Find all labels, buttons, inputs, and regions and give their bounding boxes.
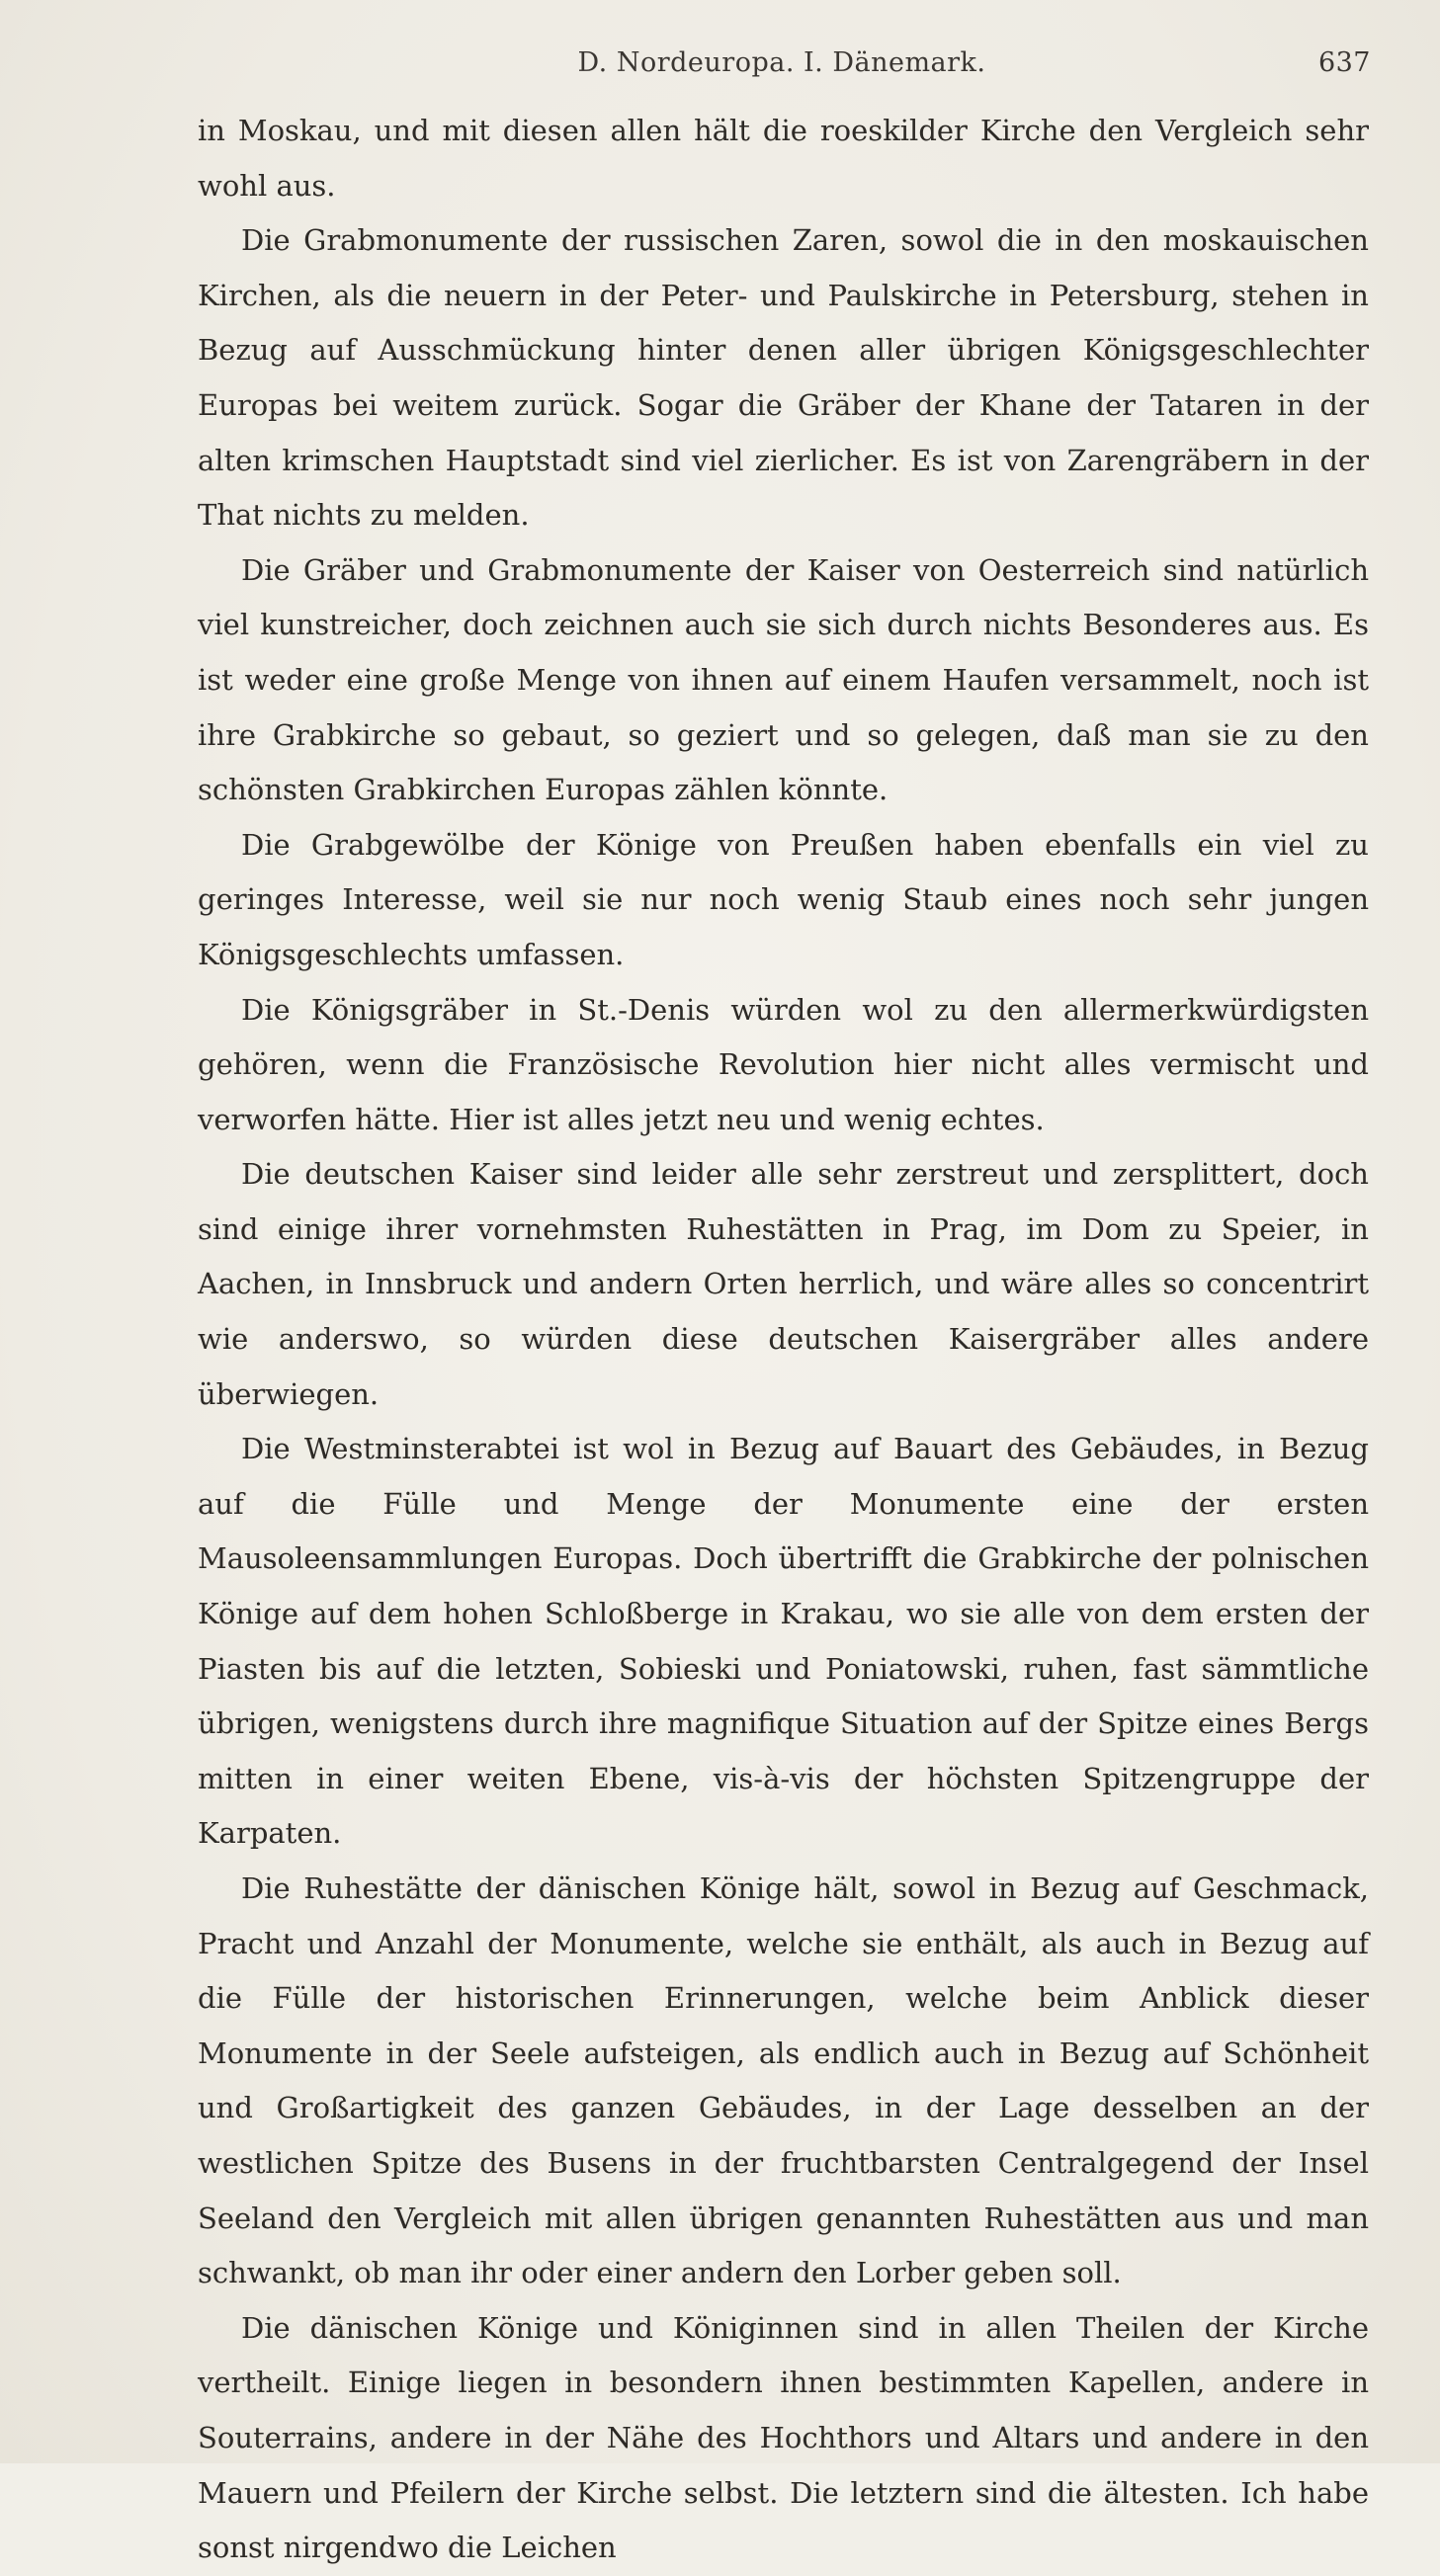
paragraph: Die Grabgewölbe der Könige von Preußen haben ebenfalls ein viel zu geringes Interesse, weil sie nur noch wenig Staub eines noch sehr jungen Königsgeschlechts umfassen.	[198, 827, 1369, 971]
paragraph: Die Westminsterabtei ist wol in Bezug auf Bauart des Gebäudes, in Bezug auf die Fülle und Menge der Monumente eine der ersten Mausoleensammlungen Europas. Doch übertrifft die Grabkirche der polnischen Könige auf dem hohen Schloßberge in Krakau, wo sie alle von dem ersten der Piasten bis auf die letzten, Sobieski und Poniatowski, ruhen, fast sämmtliche übrigen, wenigstens durch ihre magnifique Situation auf der Spitze eines Bergs mitten in einer weiten Ebene, vis-à-vis der höchsten Spitzengruppe der Karpaten.	[198, 1432, 1369, 1851]
body-text	[198, 104, 1369, 2576]
paragraph: Die Grabmonumente der russischen Zaren, sowol die in den moskauischen Kirchen, als die neuern in der Peter- und Paulskirche in Petersburg, stehen in Bezug auf Ausschmückung hinter denen aller übrigen Königsgeschlechter Europas bei weitem zurück. Sogar die Gräber der Khane der Tataren in der alten krimschen Hauptstadt sind viel zierlicher. Es ist von Zarengräbern in der That nichts zu melden.	[198, 223, 1369, 533]
paragraph: Die Königsgräber in St.-Denis würden wol zu den allermerkwürdigsten gehören, wenn die Französische Revolution hier nicht alles vermischt und verworfen hätte. Hier ist alles jetzt neu und wenig echtes.	[198, 992, 1369, 1136]
paragraph: Die Gräber und Grabmonumente der Kaiser von Oesterreich sind natürlich viel kunstreicher, doch zeichnen auch sie sich durch nichts Besonderes aus. Es ist weder eine große Menge von ihnen auf einem Haufen versammelt, noch ist ihre Grabkirche so gebaut, so geziert und so gelegen, daß man sie zu den schönsten Grabkirchen Europas zählen könnte.	[198, 552, 1369, 807]
running-header	[193, 47, 1371, 95]
running-title: D. Nordeuropa. I. Dänemark.	[577, 47, 986, 78]
paragraph: Die Ruhestätte der dänischen Könige hält, sowol in Bezug auf Geschmack, Pracht und Anzahl der Monumente, welche sie enthält, als auch in Bezug auf die Fülle der historischen Erinnerungen, welche beim Anblick dieser Monumente in der Seele aufsteigen, als endlich auch in Bezug auf Schönheit und Großartigkeit des ganzen Gebäudes, in der Lage desselben an der westlichen Spitze des Busens in der fruchtbarsten Centralgegend der Insel Seeland den Vergleich mit allen übrigen genannten Ruhestätten aus und man schwankt, ob man ihr oder einer andern den Lorber geben soll.	[198, 1871, 1369, 2290]
paragraph: Die deutschen Kaiser sind leider alle sehr zerstreut und zersplittert, doch sind einige ihrer vornehmsten Ruhestätten in Prag, im Dom zu Speier, in Aachen, in Innsbruck und andern Orten herrlich, und wäre alles so concentrirt wie anderswo, so würden diese deutschen Kaisergräber alles andere überwiegen.	[198, 1157, 1369, 1411]
paragraph: in Moskau, und mit diesen allen hält die roeskilder Kirche den Vergleich sehr wohl aus.	[198, 114, 1369, 203]
paragraph: Die dänischen Könige und Königinnen sind in allen Theilen der Kirche vertheilt. Einige liegen in besondern ihnen bestimmten Kapellen, andere in Souterrains, andere in der Nähe des Hochthors und Altars und andere in den Mauern und Pfeilern der Kirche selbst. Die letztern sind die ältesten. Ich habe sonst nirgendwo die Leichen	[198, 2310, 1369, 2565]
page-number: 637	[1317, 47, 1371, 78]
